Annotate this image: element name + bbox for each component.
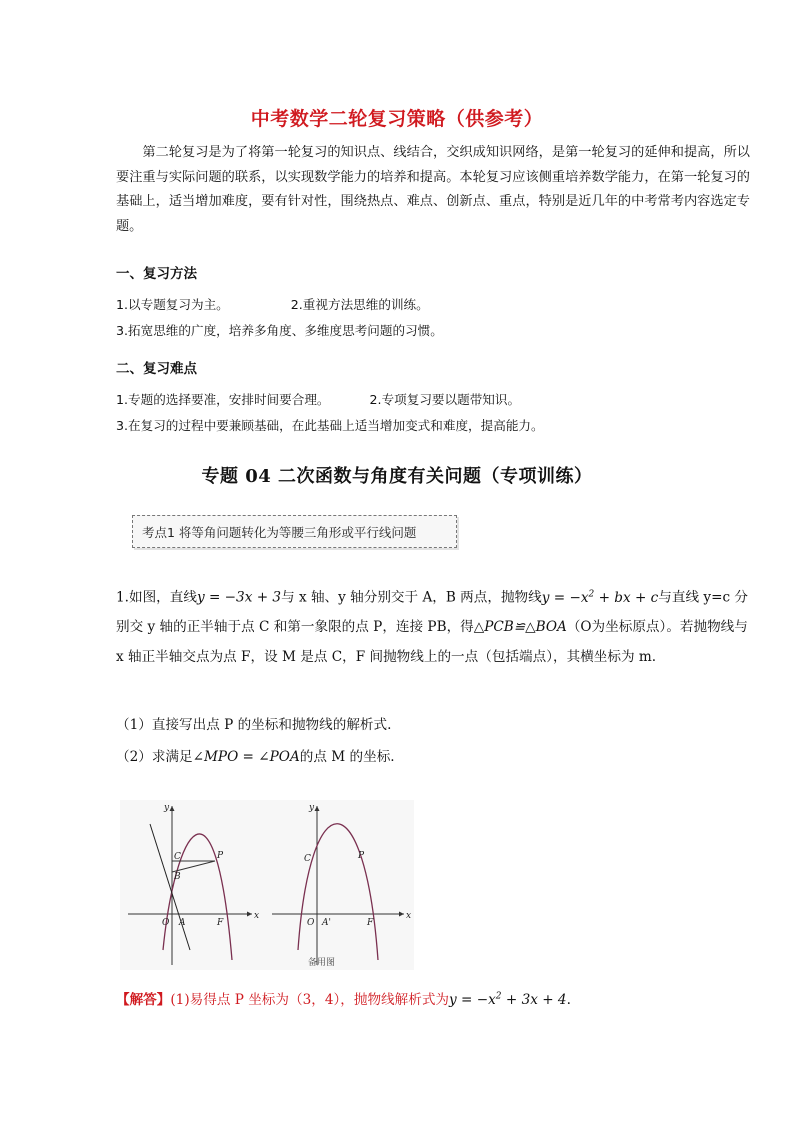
- section-heading-method: 一、复习方法: [116, 266, 197, 282]
- congruence-expression: △PCB≌△BOA: [473, 619, 567, 636]
- intro-paragraph: 第二轮复习是为了将第一轮复习的知识点、线结合，交织成知识网络，是第一轮复习的延伸和提高，所以要注重与实际问题的联系，以实现数学能力的培养和提高。本轮复习应该侧重培养数学能力，在第一轮复习的基础上，适当增加难度，要有针对性，围绕热点、难点、创新点、重点，特别是近几年的中考常考内容选定专题。: [116, 145, 750, 234]
- parabola-figure: [120, 800, 414, 970]
- question-stem: 1.如图，直线y = −3x + 3与 x 轴、y 轴分别交于 A，B 两点，抛物线$y = -x^2$ + bx + c与直线 y=c 分别交 y 轴的正半轴于点 C 和第一象限的点 P，连接 PB，得△PCB≌△BOA（O为坐标原点）。若抛物线与 x 轴正半轴交点为点 F，设 M 是点 C，F 间抛物线上的一点（包括端点），其横坐标为 m.: [116, 589, 748, 665]
- difficulty-item-3: 3.在复习的过程中要兼顾基础，在此基础上适当增加变式和难度，提高能力。: [116, 418, 544, 433]
- method-item-2: 2.重视方法思维的训练。: [290, 297, 429, 312]
- left-label-y: y: [164, 803, 170, 813]
- method-item-3: 3.拓宽思维的广度，培养多角度、多维度思考问题的习惯。: [116, 323, 443, 338]
- right-label-p: P: [358, 851, 365, 861]
- method-item-1: 1.以专题复习为主。: [116, 297, 229, 312]
- sub-question-1: （1）直接写出点 P 的坐标和抛物线的解析式.: [116, 717, 392, 733]
- page-title: 中考数学二轮复习策略（供参考）: [250, 108, 544, 130]
- left-label-x: x: [254, 911, 260, 921]
- left-label-a: A: [179, 918, 186, 928]
- answer-tag: 【解答】: [116, 992, 171, 1008]
- difficulty-line-1: [116, 389, 520, 408]
- right-label-y: y: [309, 803, 315, 813]
- angle-expression: ∠MPO = ∠POA: [192, 749, 300, 765]
- sub-question-2: （2）求满足∠MPO = ∠POA的点 M 的坐标.: [116, 749, 395, 765]
- right-label-o: O: [307, 918, 315, 928]
- left-label-o: O: [162, 918, 170, 928]
- left-label-f: F: [217, 918, 224, 928]
- answer-text: (1)易得点 P 坐标为（3，4），抛物线解析式为: [170, 992, 450, 1008]
- answer-equation: $y = -x^2 + 3x + 4$: [449, 991, 567, 1008]
- left-label-b: B: [174, 872, 181, 882]
- figure-caption: 备用图: [308, 958, 336, 968]
- left-label-p: P: [217, 851, 224, 861]
- answer-line: 【解答】(1)易得点 P 坐标为（3，4），抛物线解析式为$y = -x^2 + 3x + 4$.: [116, 991, 571, 1008]
- line-equation: y = −3x + 3: [196, 589, 282, 606]
- method-line-1: [116, 294, 429, 313]
- topic-title: 专题 04 二次函数与角度有关问题（专项训练）: [201, 466, 593, 487]
- difficulty-item-2: 2.专项复习要以题带知识。: [369, 392, 521, 407]
- kaodian-label: 考点1 将等角问题转化为等腰三角形或平行线问题: [142, 525, 417, 540]
- section-heading-difficulty: 二、复习难点: [116, 361, 197, 377]
- right-label-f: F: [367, 918, 374, 928]
- right-label-x: x: [406, 911, 412, 921]
- right-label-a: A': [322, 918, 331, 928]
- left-label-c: C: [174, 852, 181, 862]
- right-label-c: C: [304, 854, 311, 864]
- difficulty-item-1: 1.专题的选择要准，安排时间要合理。: [116, 392, 330, 407]
- parabola-equation: $y = -x^2$ + bx + c: [541, 589, 659, 606]
